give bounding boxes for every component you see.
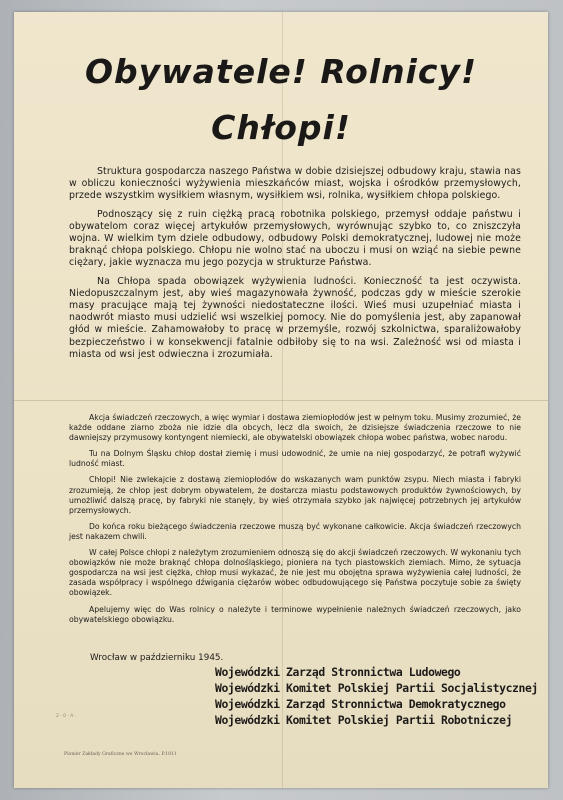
heading-line-1: Obywatele! Rolnicy! <box>84 52 477 91</box>
signatory-3: Wojewódzki Zarząd Stronnictwa Demokratycznego <box>215 697 506 711</box>
signatory-1: Wojewódzki Zarząd Stronnictwa Ludowego <box>215 665 461 679</box>
place-and-date: Wrocław w październiku 1945. <box>90 653 224 663</box>
secondary-text-block <box>69 413 521 631</box>
secondary-paragraph: Chłopi! Nie zwlekajcie z dostawą ziemiopłodów do wskazanych wam punktów zsypu. Niech miasta i fabryki zrozumieją, że chłop jest dobrym obywatelem, że dostarcza miastu podstawowych produktów żywnościowych, by umożliwić dalszą pracę, by fabryki nie stanęły, by wieś otrzymała szybko jak najwięcej potrzebnych jej artykułów przemysłowych. <box>69 475 521 515</box>
secondary-paragraph: Do końca roku bieżącego świadczenia rzeczowe muszą być wykonane całkowicie. Akcja świadczeń rzeczowych jest nakazem chwili. <box>69 521 521 541</box>
fold-line-horizontal <box>14 400 548 401</box>
heading-line-2: Chłopi! <box>211 108 351 147</box>
secondary-paragraph: W całej Polsce chłopi z należytym zrozumieniem odnoszą się do akcji świadczeń rzeczowych. W wykonaniu tych obowiązków nie może braknąć chłopa dolnośląskiego, pioniera na tych piastowskich ziemiach. Mimo, że sytuacja gospodarcza na wsi jest ciężka, chłop musi wykazać, że nie jest mu obojętna sprawa wyżywienia całej ludności, że zasada współpracy i wspólnego dźwigania ciężarów wobec odbudowującego się Państwa poczytuje sobie za święty obowiązek. <box>69 548 521 598</box>
main-paragraph: Struktura gospodarcza naszego Państwa w dobie dzisiejszej odbudowy kraju, stawia nas w obliczu konieczności wyżywienia mieszkańców miast, wojska i ośrodków przemysłowych, przede wszystkim wysiłkiem własnym, wysiłkiem wsi, rolnika, wysiłkiem chłopa polskiego. <box>69 166 521 202</box>
printer-imprint: Pionier Zakłady Graficzne we Wrocławiu. P.1811 <box>64 752 177 757</box>
main-paragraph: Podnoszący się z ruin ciężką pracą robotnika polskiego, przemysł oddaje państwu i obywatelom coraz więcej artykułów przemysłowych, wyrównując szybko to, co zniszczyła wojna. W wielkim tym dziele odbudowy, odbudowy Polski demokratycznej, ludowej nie może braknąć chłopa polskiego. Chłopu nie wolno stać na uboczu i musi on wziąć na siebie pewne ciężary, jakie wyznacza mu jego pozycja w strukturze Państwa. <box>69 208 521 269</box>
faint-marks: 2 · 0 · A · <box>56 714 77 719</box>
signatory-2: Wojewódzki Komitet Polskiej Partii Socjalistycznej <box>215 681 538 695</box>
main-text-block <box>69 166 521 367</box>
secondary-paragraph: Tu na Dolnym Śląsku chłop dostał ziemię i musi udowodnić, że umie na niej gospodarzyć, że potrafi wyżywić ludność miast. <box>69 449 521 469</box>
secondary-paragraph: Apelujemy więc do Was rolnicy o należyte i terminowe wypełnienie należnych świadczeń rzeczowych, jako obywatelskiego obowiązku. <box>69 604 521 624</box>
secondary-paragraph: Akcja świadczeń rzeczowych, a więc wymiar i dostawa ziemiopłodów jest w pełnym toku. Musimy zrozumieć, że każde oddane ziarno zboża nie idzie dla obcych, lecz dla swoich, że dzisiejsze świadczenia rzeczowe to nie dawniejszy przymusowy kontyngent niemiecki, ale obywatelski obowiązek chłopa wobec państwa, wobec narodu. <box>69 413 521 443</box>
main-paragraph: Na Chłopa spada obowiązek wyżywienia ludności. Konieczność ta jest oczywista. Niedopuszczalnym jest, aby wieś magazynowała żywność, podczas gdy w mieście szerokie masy pracujące mają tej żywności niedostateczne ilości. Wieś musi uzupełniać miasta i naodwrót miasto musi udzielić wsi wszelkiej pomocy. Nie do pomyślenia jest, aby zapanował głód w mieście. Zahamowałoby to pracę w przemyśle, rozwój szkolnictwa, sparaliżowałoby bezpieczeństwo i w konsekwencji fatalnie odbiłoby się to na wsi. Zależność wsi od miasta i miasta od wsi jest odwieczna i zrozumiała. <box>69 275 521 360</box>
signatory-4: Wojewódzki Komitet Polskiej Partii Robotniczej <box>215 713 513 727</box>
poster-sheet <box>14 12 548 788</box>
